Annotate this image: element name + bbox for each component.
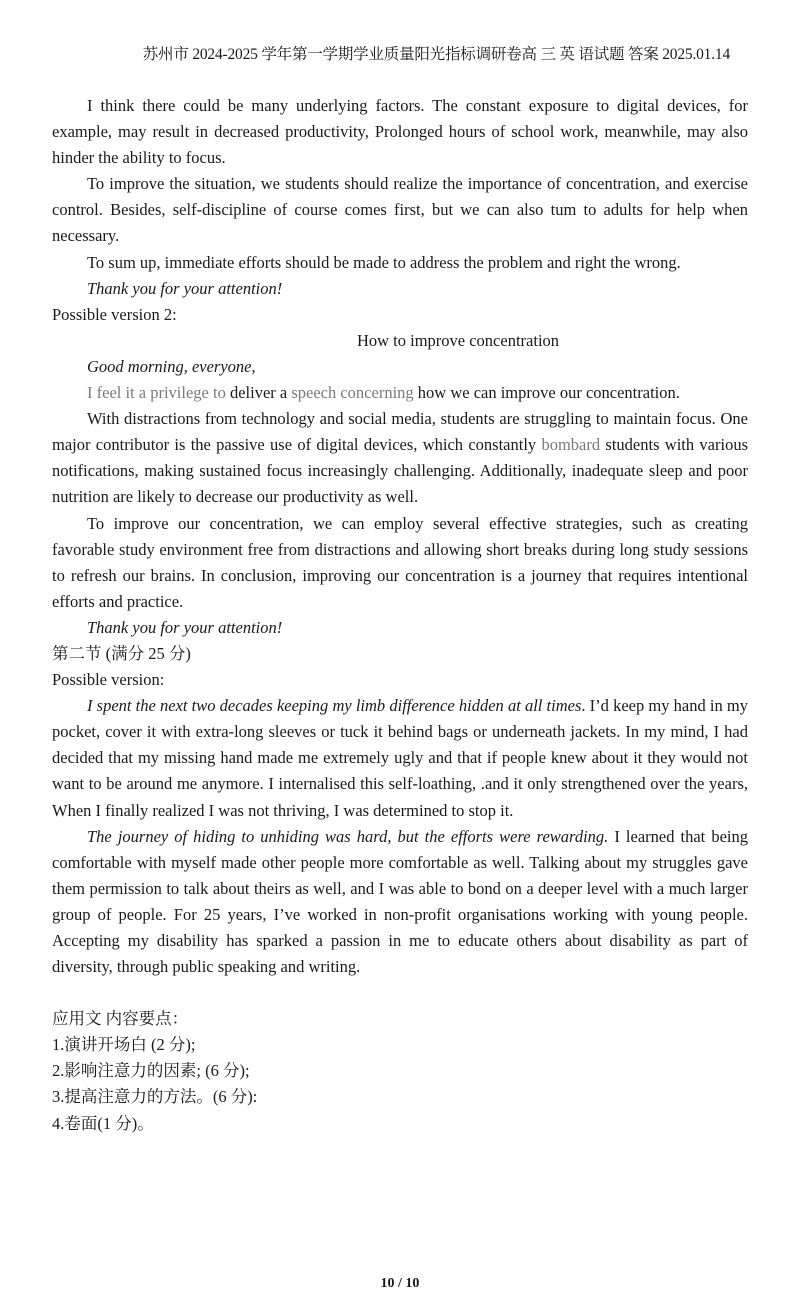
s2-p1-rest: . I’d keep my hand in my pocket, cover it with extra-long sleeves or tuck it behind bags or underneath jackets. In my mind, I had decided that my missing hand made me extremely ugly and that if people knew about it they would not want to be around me anymore. I internalised this self-loathing, .and it only strengthened over the years, When I finally realized I was not thriving, I was determined to stop it.	[52, 696, 748, 820]
answer-content	[52, 93, 748, 1137]
section2-score: (满分 25 分)	[101, 643, 191, 663]
v2-p1-highlight: bombard	[541, 435, 601, 455]
page-number: 10 / 10	[380, 1276, 420, 1291]
v2-p1-text-2: students with various notifications, making sustained focus increasingly challenging. Additionally, inadequate sleep and poor nutrition are likely to decrease our productivity as well.	[52, 435, 748, 507]
v2-intro-highlight-2: speech concerning	[291, 383, 414, 403]
exam-header: 苏州市 2024-2025 学年第一学期学业质量阳光指标调研卷高 三 英 语试题 答案 2025.01.14	[142, 46, 730, 63]
v1-paragraph-1: I think there could be many underlying factors. The constant exposure to digital devices, for example, may result in decreased productivity, Prolonged hours of school work, meanwhile, may also hinder the ability to focus.	[52, 96, 748, 168]
v2-greeting: Good morning, everyone,	[87, 356, 256, 376]
s2-paragraph-2	[52, 824, 748, 981]
section2-label: Possible version:	[52, 670, 165, 690]
key-point-item: 4.卷面(1 分)。	[52, 1113, 154, 1133]
key-point-item: 1.演讲开场白 (2 分);	[52, 1035, 196, 1055]
s2-p2-lead: The journey of hiding to unhiding was hard, but the efforts were rewarding.	[87, 826, 609, 846]
v1-closing: Thank you for your attention!	[87, 278, 283, 298]
v2-intro	[52, 380, 748, 406]
v1-paragraph-2: To improve the situation, we students should realize the importance of concentration, and exercise control. Besides, self-discipline of course comes first, but we can also tum to adults for help when necessary.	[52, 174, 748, 246]
v2-paragraph-1	[52, 406, 748, 510]
v2-intro-highlight-1: I feel it a privilege to	[87, 383, 226, 403]
key-point-item: 2.影响注意力的因素; (6 分);	[52, 1061, 250, 1081]
v2-intro-text-1: deliver a	[225, 383, 292, 403]
v2-label: Possible version 2:	[52, 304, 177, 324]
section2-heading	[52, 641, 748, 667]
v2-intro-text-2: how we can improve our concentration.	[413, 383, 680, 403]
spacer	[52, 980, 748, 1006]
s2-p2-rest: I learned that being comfortable with myself made other people more comfortable as well. Talking about my struggles gave them permission to talk about theirs as well, and I was able to bond on a deeper level with a much larger group of people. For 25 years, I’ve worked in non-profit organisations working with young people. Accepting my disability has sparked a passion in me to educate others about disability as part of diversity, through public speaking and writing.	[52, 826, 748, 977]
v2-paragraph-2: To improve our concentration, we can employ several effective strategies, such as creating favorable study environment free from distractions and allowing short breaks during long study sessions to refresh our brains. In conclusion, improving our concentration is a journey that requires intentional efforts and practice.	[52, 513, 748, 611]
s2-paragraph-1	[52, 693, 748, 823]
s2-p1-lead: I spent the next two decades keeping my limb difference hidden at all times	[87, 696, 582, 716]
key-point-item: 3.提高注意力的方法。(6 分):	[52, 1087, 258, 1107]
v2-p1-text-1: With distractions from technology and social media, students are struggling to maintain focus. One major contributor is the passive use of digital devices, which constantly	[52, 409, 748, 455]
key-points-heading: 应用文 内容要点：	[52, 1009, 189, 1029]
v1-paragraph-3: To sum up, immediate efforts should be made to address the problem and right the wrong.	[87, 252, 681, 272]
v2-closing: Thank you for your attention!	[87, 617, 283, 637]
section2-title: 第二节	[52, 643, 102, 663]
v2-title: How to improve concentration	[356, 330, 560, 350]
